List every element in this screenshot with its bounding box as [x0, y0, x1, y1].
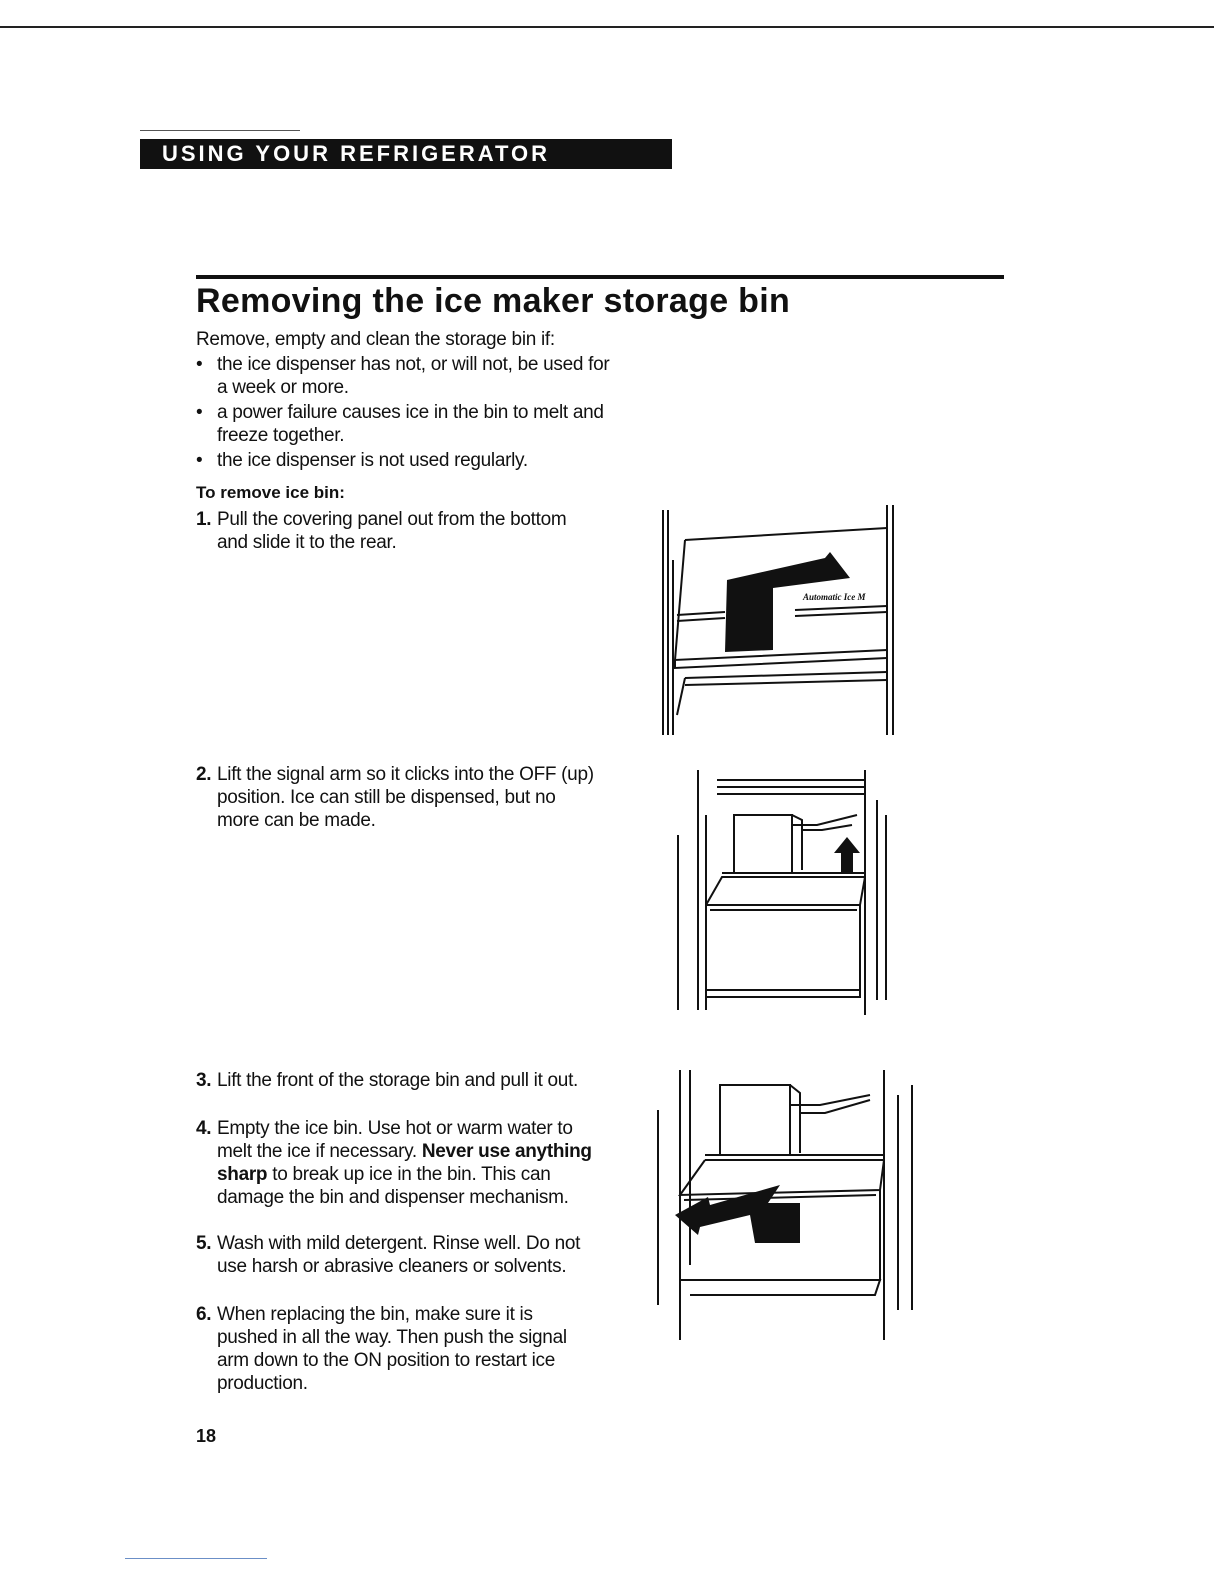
step-item — [196, 763, 596, 832]
step-number: 4. — [196, 1118, 212, 1139]
step-text: Lift the signal arm so it clicks into the OFF (up) position. Ice can still be dispensed, but no more can be made. — [217, 764, 594, 831]
covering-panel-illustration — [655, 500, 905, 740]
warning-emphasis: Never use anything sharp — [217, 1141, 592, 1185]
step-text-part: to break up ice in the bin. This can damage the bin and dispenser mechanism. — [217, 1164, 569, 1208]
step-number: 6. — [196, 1304, 212, 1325]
bullet-dot: • — [196, 354, 203, 375]
bullet-item — [196, 401, 616, 447]
step-text: Pull the covering panel out from the bottom and slide it to the rear. — [217, 509, 567, 553]
top-rule — [0, 26, 1214, 28]
step-number: 5. — [196, 1233, 212, 1254]
step-text — [217, 1117, 596, 1209]
bullet-item — [196, 353, 616, 399]
step-number: 1. — [196, 509, 212, 530]
bottom-rule — [125, 1558, 267, 1559]
step-item — [196, 508, 596, 554]
bullet-dot: • — [196, 402, 203, 423]
page-number: 18 — [196, 1426, 217, 1446]
bullet-text: a power failure causes ice in the bin to melt and freeze together. — [217, 402, 604, 446]
step-item — [196, 1232, 596, 1278]
step-number: 3. — [196, 1070, 212, 1091]
title-rule — [196, 275, 1004, 279]
panel-label: Automatic Ice M — [803, 592, 866, 602]
subheading: To remove ice bin: — [196, 483, 345, 502]
step-item — [196, 1069, 596, 1092]
bullet-dot: • — [196, 450, 203, 471]
intro-text: Remove, empty and clean the storage bin if: — [196, 329, 555, 350]
step-text-part: Empty the ice bin. Use hot or warm water to melt the ice if necessary. — [217, 1118, 573, 1162]
header-overline — [140, 130, 300, 131]
page-title: Removing the ice maker storage bin — [196, 282, 791, 320]
step-text: When replacing the bin, make sure it is pushed in all the way. Then push the signal arm down to the ON position to restart ice production. — [217, 1304, 567, 1394]
pull-bin-illustration — [650, 1065, 920, 1350]
step-item — [196, 1117, 596, 1209]
bullet-text: the ice dispenser is not used regularly. — [217, 450, 528, 471]
step-item — [196, 1303, 596, 1395]
section-header: USING YOUR REFRIGERATOR — [140, 139, 672, 169]
step-text: Wash with mild detergent. Rinse well. Do not use harsh or abrasive cleaners or solvents. — [217, 1233, 581, 1277]
bullet-text: the ice dispenser has not, or will not, be used for a week or more. — [217, 354, 610, 398]
step-text: Lift the front of the storage bin and pull it out. — [217, 1070, 579, 1091]
signal-arm-illustration — [672, 765, 897, 1020]
slide-arrow-icon — [725, 552, 850, 652]
lift-arrow-icon — [834, 837, 860, 873]
bullet-item — [196, 449, 616, 472]
step-number: 2. — [196, 764, 212, 785]
